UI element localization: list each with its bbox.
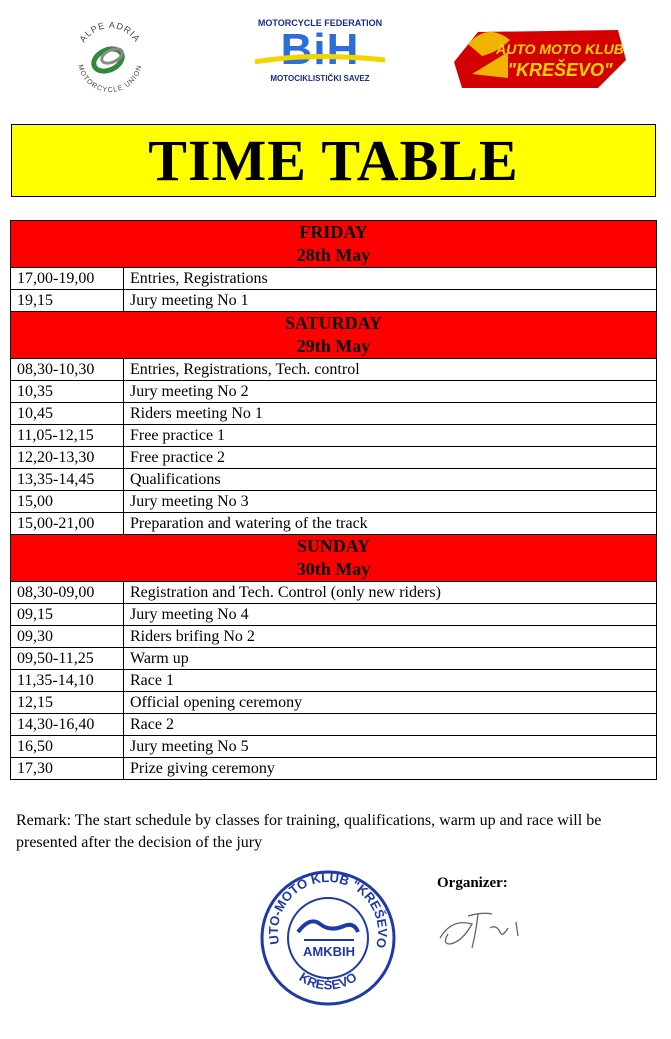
table-row <box>11 714 657 736</box>
event-description: Official opening ceremony <box>124 692 657 714</box>
alpe-adria-emblem-icon <box>70 18 150 98</box>
table-row <box>11 582 657 604</box>
day-name: SUNDAY <box>296 536 371 556</box>
organizer-label: Organizer: <box>437 875 508 891</box>
event-time: 10,35 <box>11 381 124 403</box>
table-row <box>11 670 657 692</box>
svg-text:KREŠEVO <box>297 969 360 992</box>
alpe-adria-top-text: ALPE ADRIA <box>77 19 143 45</box>
title-banner <box>11 124 656 197</box>
table-row <box>11 381 657 403</box>
schedule-table <box>10 220 657 780</box>
day-date: 28th May <box>296 245 371 265</box>
table-row <box>11 758 657 780</box>
event-time: 11,05-12,15 <box>11 425 124 447</box>
page-title: TIME TABLE <box>148 128 519 193</box>
amk-kresevo-logo <box>448 22 632 94</box>
table-row <box>11 513 657 535</box>
day-date: 30th May <box>296 559 371 579</box>
event-time: 12,20-13,30 <box>11 447 124 469</box>
bih-federation-logo <box>250 18 390 98</box>
event-time: 19,15 <box>11 290 124 312</box>
table-row <box>11 447 657 469</box>
event-description: Jury meeting No 1 <box>124 290 657 312</box>
amk-kresevo-emblem-icon <box>448 22 632 94</box>
event-time: 13,35-14,45 <box>11 469 124 491</box>
table-row <box>11 403 657 425</box>
event-description: Free practice 1 <box>124 425 657 447</box>
event-time: 10,45 <box>11 403 124 425</box>
table-row <box>11 626 657 648</box>
event-description: Jury meeting No 3 <box>124 491 657 513</box>
event-time: 15,00-21,00 <box>11 513 124 535</box>
event-description: Registration and Tech. Control (only new riders) <box>124 582 657 604</box>
event-time: 17,30 <box>11 758 124 780</box>
event-description: Jury meeting No 4 <box>124 604 657 626</box>
event-description: Jury meeting No 2 <box>124 381 657 403</box>
amk-club-line2-text: "KREŠEVO" <box>507 60 613 80</box>
event-time: 17,00-19,00 <box>11 268 124 290</box>
event-description: Entries, Registrations, Tech. control <box>124 359 657 381</box>
signature-scribble-icon <box>432 898 542 958</box>
amk-club-line1-text: AUTO MOTO KLUB <box>496 41 624 57</box>
day-name: FRIDAY <box>299 222 368 242</box>
day-header-cell <box>11 535 657 582</box>
event-time: 15,00 <box>11 491 124 513</box>
event-description: Warm up <box>124 648 657 670</box>
event-time: 09,50-11,25 <box>11 648 124 670</box>
table-row <box>11 469 657 491</box>
stamp-center-text: AMKBIH <box>303 944 355 959</box>
event-description: Qualifications <box>124 469 657 491</box>
table-row <box>11 268 657 290</box>
table-row <box>11 290 657 312</box>
table-row <box>11 604 657 626</box>
day-header-cell <box>11 312 657 359</box>
event-time: 12,15 <box>11 692 124 714</box>
event-time: 14,30-16,40 <box>11 714 124 736</box>
stamp-seal-icon <box>258 868 398 1008</box>
day-header-sunday <box>11 535 657 582</box>
table-row <box>11 425 657 447</box>
stamp-bottom-text: KREŠEVO <box>296 969 360 993</box>
day-header-saturday <box>11 312 657 359</box>
event-description: Prize giving ceremony <box>124 758 657 780</box>
bih-federation-big-text: BiH <box>280 25 360 74</box>
event-time: 08,30-09,00 <box>11 582 124 604</box>
table-row <box>11 359 657 381</box>
stamp-ring-text: UTO-MOTO KLUB "KREŠEVO <box>265 869 391 950</box>
event-description: Race 2 <box>124 714 657 736</box>
event-description: Jury meeting No 5 <box>124 736 657 758</box>
club-stamp <box>258 868 398 1008</box>
event-time: 08,30-10,30 <box>11 359 124 381</box>
event-time: 09,30 <box>11 626 124 648</box>
event-description: Free practice 2 <box>124 447 657 469</box>
event-time: 11,35-14,10 <box>11 670 124 692</box>
event-time: 09,15 <box>11 604 124 626</box>
bih-federation-bottom-text: MOTOCIKLISTIČKI SAVEZ <box>270 74 370 83</box>
event-time: 16,50 <box>11 736 124 758</box>
alpe-adria-logo <box>70 18 150 98</box>
event-description: Race 1 <box>124 670 657 692</box>
day-name: SATURDAY <box>284 313 383 333</box>
event-description: Preparation and watering of the track <box>124 513 657 535</box>
table-row <box>11 736 657 758</box>
alpe-adria-bottom-text: MOTORCYCLE UNION <box>76 63 144 95</box>
signature <box>432 898 542 958</box>
event-description: Riders meeting No 1 <box>124 403 657 425</box>
event-description: Entries, Registrations <box>124 268 657 290</box>
event-description: Riders brifing No 2 <box>124 626 657 648</box>
day-header-cell <box>11 221 657 268</box>
day-header-friday <box>11 221 657 268</box>
svg-text:AUTO-MOTO KLUB "KREŠEVO" <box>258 868 390 949</box>
table-row <box>11 648 657 670</box>
day-date: 29th May <box>296 336 371 356</box>
table-row <box>11 692 657 714</box>
remark-text: Remark: The start schedule by classes for training, qualifications, warm up and race will be presented after the decision of the jury <box>16 812 602 851</box>
bih-federation-top-text: MOTORCYCLE FEDERATION <box>257 18 383 28</box>
table-row <box>11 491 657 513</box>
svg-text:ALPE ADRIA <box>77 20 142 44</box>
